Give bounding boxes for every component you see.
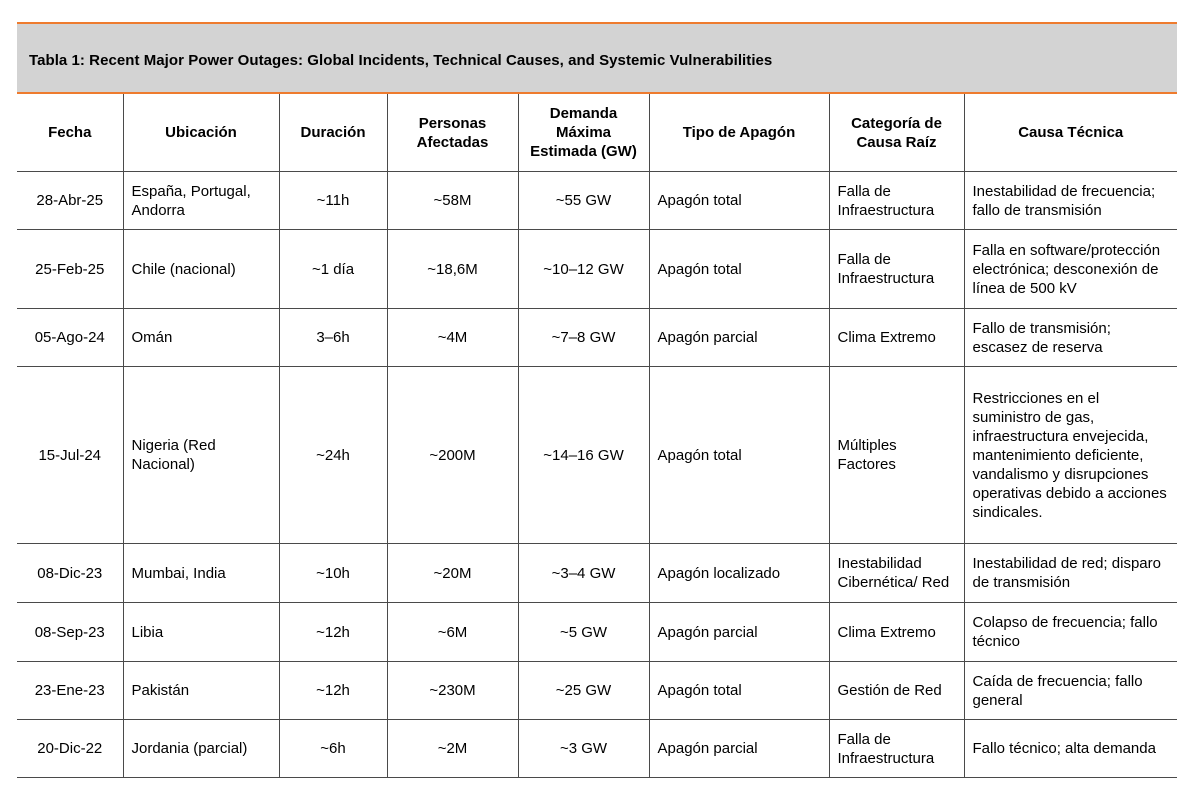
- cell-demanda: ~7–8 GW: [518, 309, 649, 367]
- cell-ubicacion: Mumbai, India: [123, 544, 279, 603]
- cell-fecha: 08-Dic-23: [17, 544, 123, 603]
- header-fecha: Fecha: [17, 94, 123, 172]
- cell-tipo: Apagón localizado: [649, 544, 829, 603]
- cell-demanda: ~55 GW: [518, 172, 649, 230]
- cell-tipo: Apagón parcial: [649, 720, 829, 778]
- cell-categoria: Clima Extremo: [829, 603, 964, 662]
- cell-categoria: Gestión de Red: [829, 662, 964, 720]
- cell-ubicacion: Jordania (parcial): [123, 720, 279, 778]
- cell-causa: Restricciones en el suministro de gas, infraestructura envejecida, mantenimiento deficiente, vandalismo y disrupciones operativas debido a acciones sindicales.: [964, 367, 1177, 544]
- table-row: [17, 367, 1177, 544]
- table-caption: Tabla 1: Recent Major Power Outages: Global Incidents, Technical Causes, and Systemic Vulnerabilities: [29, 52, 773, 69]
- header-personas-afectadas: Personas Afectadas: [387, 94, 518, 172]
- table-row: [17, 309, 1177, 367]
- header-tipo-apagon: Tipo de Apagón: [649, 94, 829, 172]
- table-row: [17, 172, 1177, 230]
- outages-table: [17, 94, 1177, 778]
- cell-personas: ~4M: [387, 309, 518, 367]
- cell-causa: Colapso de frecuencia; fallo técnico: [964, 603, 1177, 662]
- table-row: [17, 544, 1177, 603]
- cell-ubicacion: Chile (nacional): [123, 230, 279, 309]
- cell-causa: Falla en software/protección electrónica; desconexión de línea de 500 kV: [964, 230, 1177, 309]
- header-duracion: Duración: [279, 94, 387, 172]
- cell-causa: Caída de frecuencia; fallo general: [964, 662, 1177, 720]
- cell-demanda: ~3 GW: [518, 720, 649, 778]
- header-row: [17, 94, 1177, 172]
- cell-demanda: ~3–4 GW: [518, 544, 649, 603]
- cell-causa: Inestabilidad de frecuencia; fallo de transmisión: [964, 172, 1177, 230]
- cell-personas: ~200M: [387, 367, 518, 544]
- cell-demanda: ~5 GW: [518, 603, 649, 662]
- cell-duracion: ~1 día: [279, 230, 387, 309]
- cell-tipo: Apagón total: [649, 172, 829, 230]
- cell-duracion: ~12h: [279, 603, 387, 662]
- cell-categoria: Falla de Infraestructura: [829, 230, 964, 309]
- cell-duracion: ~24h: [279, 367, 387, 544]
- cell-duracion: ~12h: [279, 662, 387, 720]
- cell-personas: ~6M: [387, 603, 518, 662]
- cell-categoria: Falla de Infraestructura: [829, 172, 964, 230]
- cell-categoria: Inestabilidad Cibernética/ Red: [829, 544, 964, 603]
- header-ubicacion: Ubicación: [123, 94, 279, 172]
- cell-duracion: 3–6h: [279, 309, 387, 367]
- cell-ubicacion: Libia: [123, 603, 279, 662]
- cell-tipo: Apagón parcial: [649, 309, 829, 367]
- cell-tipo: Apagón total: [649, 230, 829, 309]
- cell-personas: ~58M: [387, 172, 518, 230]
- cell-personas: ~20M: [387, 544, 518, 603]
- header-causa-tecnica: Causa Técnica: [964, 94, 1177, 172]
- table-caption-bar: [17, 22, 1177, 94]
- table-row: [17, 230, 1177, 309]
- cell-demanda: ~25 GW: [518, 662, 649, 720]
- cell-demanda: ~14–16 GW: [518, 367, 649, 544]
- cell-demanda: ~10–12 GW: [518, 230, 649, 309]
- cell-categoria: Falla de Infraestructura: [829, 720, 964, 778]
- cell-fecha: 25-Feb-25: [17, 230, 123, 309]
- cell-categoria: Múltiples Factores: [829, 367, 964, 544]
- header-demanda-maxima: Demanda Máxima Estimada (GW): [518, 94, 649, 172]
- table-row: [17, 720, 1177, 778]
- cell-duracion: ~11h: [279, 172, 387, 230]
- cell-fecha: 05-Ago-24: [17, 309, 123, 367]
- cell-ubicacion: Pakistán: [123, 662, 279, 720]
- cell-causa: Inestabilidad de red; disparo de transmisión: [964, 544, 1177, 603]
- cell-ubicacion: Omán: [123, 309, 279, 367]
- cell-duracion: ~10h: [279, 544, 387, 603]
- header-categoria-causa: Categoría de Causa Raíz: [829, 94, 964, 172]
- cell-fecha: 08-Sep-23: [17, 603, 123, 662]
- cell-tipo: Apagón total: [649, 662, 829, 720]
- cell-personas: ~18,6M: [387, 230, 518, 309]
- cell-tipo: Apagón parcial: [649, 603, 829, 662]
- cell-tipo: Apagón total: [649, 367, 829, 544]
- cell-personas: ~230M: [387, 662, 518, 720]
- cell-duracion: ~6h: [279, 720, 387, 778]
- cell-causa: Fallo de transmisión; escasez de reserva: [964, 309, 1177, 367]
- cell-personas: ~2M: [387, 720, 518, 778]
- cell-ubicacion: España, Portugal, Andorra: [123, 172, 279, 230]
- table-row: [17, 603, 1177, 662]
- cell-ubicacion: Nigeria (Red Nacional): [123, 367, 279, 544]
- cell-causa: Fallo técnico; alta demanda: [964, 720, 1177, 778]
- table-row: [17, 662, 1177, 720]
- cell-fecha: 15-Jul-24: [17, 367, 123, 544]
- cell-fecha: 23-Ene-23: [17, 662, 123, 720]
- cell-fecha: 20-Dic-22: [17, 720, 123, 778]
- cell-fecha: 28-Abr-25: [17, 172, 123, 230]
- cell-categoria: Clima Extremo: [829, 309, 964, 367]
